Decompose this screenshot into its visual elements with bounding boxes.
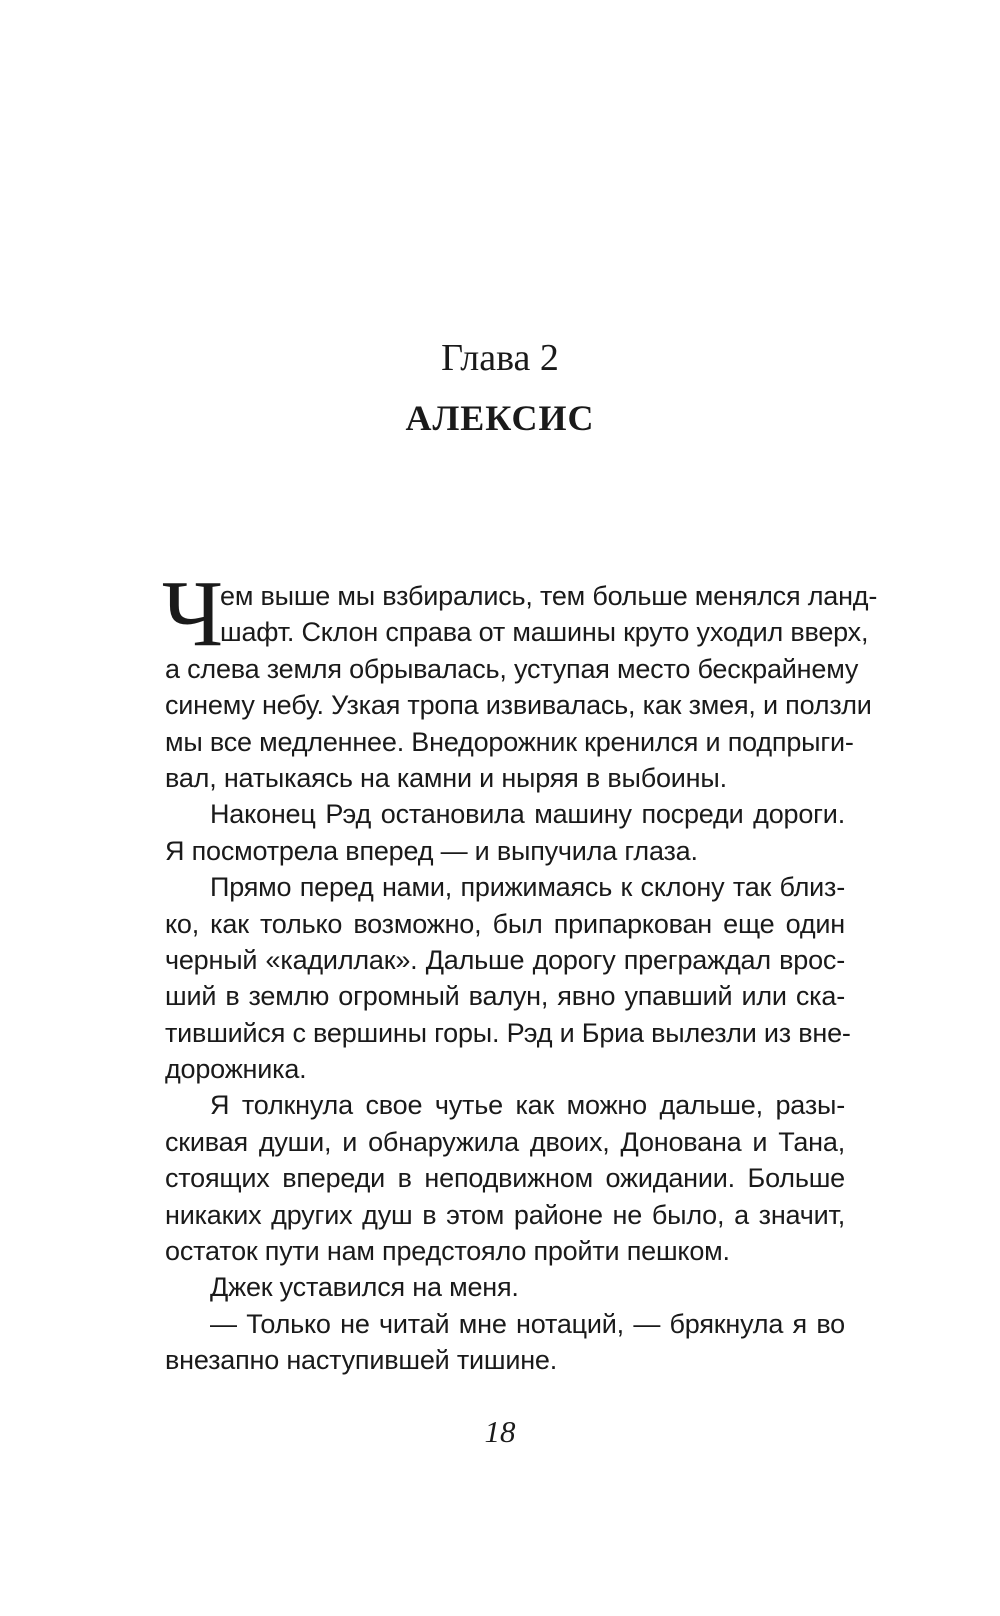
text-line: Я посмотрела вперед — и выпучила глаза. bbox=[165, 835, 698, 866]
text-line: Наконец Рэд остановила машину посреди дороги. bbox=[210, 799, 845, 830]
text-line: черный «кадиллак». Дальше дорогу преграждал врос- bbox=[165, 944, 845, 975]
text-line: стоящих впереди в неподвижном ожидании. Больше bbox=[165, 1163, 845, 1194]
text-line: скивая души, и обнаружила двоих, Донована и Тана, bbox=[165, 1126, 845, 1157]
text-line: дорожника. bbox=[165, 1054, 307, 1085]
chapter-text bbox=[162, 562, 878, 1379]
text-line: Я толкнула свое чутье как можно дальше, разы- bbox=[210, 1090, 845, 1121]
text-line: тившийся с вершины горы. Рэд и Бриа вылезли из вне- bbox=[165, 1017, 851, 1048]
text-line: шафт. Склон справа от машины круто уходил вверх, bbox=[220, 617, 869, 648]
text-line: Джек уставился на меня. bbox=[210, 1272, 519, 1303]
text-line: внезапно наступившей тишине. bbox=[165, 1345, 558, 1376]
text-line: — Только не читай мне нотаций, — брякнула я во bbox=[210, 1308, 845, 1339]
text-line: никаких других душ в этом районе не было, а значит, bbox=[165, 1199, 845, 1230]
text-line: ший в землю огромный валун, явно упавший или ска- bbox=[165, 981, 845, 1012]
text-line: синему небу. Узкая тропа извивалась, как змея, и ползли bbox=[165, 690, 872, 721]
chapter-label: Глава 2 bbox=[441, 337, 559, 379]
chapter-title: АЛЕКСИС bbox=[405, 398, 595, 438]
text-line: вал, натыкаясь на камни и ныряя в выбоины. bbox=[165, 762, 727, 793]
text-line: ем выше мы взбирались, тем больше менялся ланд- bbox=[220, 581, 878, 611]
text-line: мы все медленнее. Внедорожник кренился и подпрыги- bbox=[165, 726, 854, 757]
text-line: ко, как только возможно, был припаркован еще один bbox=[165, 908, 845, 939]
text-line: остаток пути нам предстояло пройти пешком. bbox=[165, 1236, 730, 1267]
text-line: а слева земля обрывалась, уступая место бескрайнему bbox=[165, 653, 859, 684]
text-line: Прямо перед нами, прижимаясь к склону так близ- bbox=[210, 872, 845, 903]
drop-cap: Ч bbox=[162, 562, 224, 666]
page-number: 18 bbox=[484, 1414, 516, 1449]
